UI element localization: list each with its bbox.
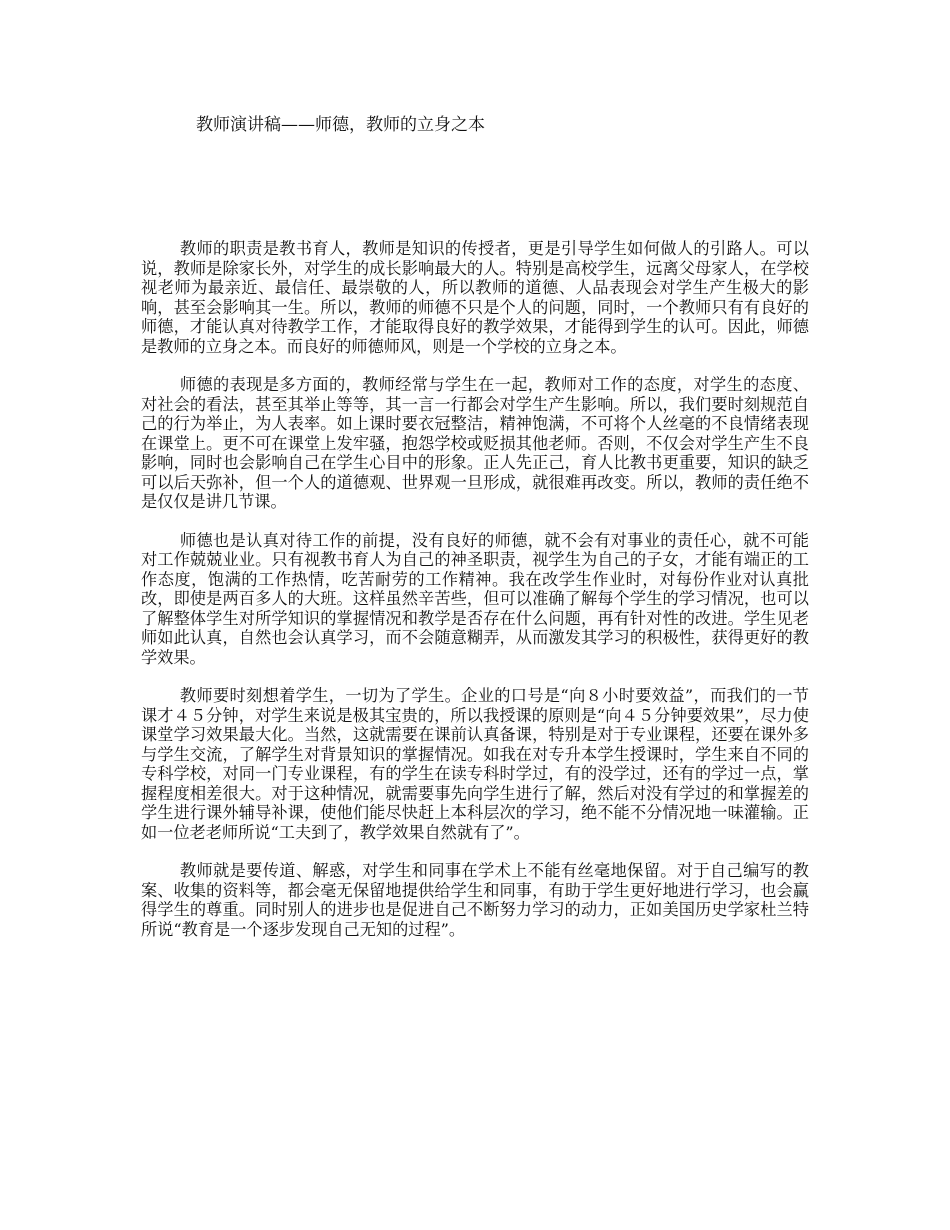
paragraph: 教师就是要传道、解惑，对学生和同事在学术上不能有丝毫地保留。对于自己编写的教案、收集的资料等，都会毫无保留地提供给学生和同事，有助于学生更好地进行学习，也会赢得学生的尊重。同时别人的进步也是促进自己不断努力学习的动力，正如美国历史学家杜兰特所说“教育是一个逐步发现自己无知的过程”。: [141, 861, 809, 939]
paragraph: 教师的职责是教书育人，教师是知识的传授者，更是引导学生如何做人的引路人。可以说，教师是除家长外，对学生的成长影响最大的人。特别是高校学生，远离父母家人，在学校视老师为最亲近、最信任、最崇敬的人，所以教师的道德、人品表现会对学生产生极大的影响，甚至会影响其一生。所以，教师的师德不只是个人的问题，同时，一个教师只有有良好的师德，才能认真对待教学工作，才能取得良好的教学效果，才能得到学生的认可。因此，师德是教师的立身之本。而良好的师德师风，则是一个学校的立身之本。: [141, 239, 809, 356]
document-body: [141, 239, 809, 958]
paragraph: 教师要时刻想着学生，一切为了学生。企业的口号是“向８小时要效益”，而我们的一节课才４５分钟，对学生来说是极其宝贵的，所以我授课的原则是“向４５分钟要效果”，尽力使课堂学习效果最大化。当然，这就需要在课前认真备课，特别是对于专业课程，还要在课外多与学生交流，了解学生对背景知识的掌握情况。如我在对专升本学生授课时，学生来自不同的专科学校，对同一门专业课程，有的学生在读专科时学过，有的没学过，还有的学过一点，掌握程度相差很大。对于这种情况，就需要事先向学生进行了解，然后对没有学过的和掌握差的学生进行课外辅导补课，使他们能尽快赶上本科层次的学习，绝不能不分情况地一味灌输。正如一位老老师所说“工夫到了，教学效果自然就有了”。: [141, 686, 809, 842]
paragraph: 师德也是认真对待工作的前提，没有良好的师德，就不会有对事业的责任心，就不可能对工作兢兢业业。只有视教书育人为自己的神圣职责，视学生为自己的子女，才能有端正的工作态度，饱满的工作热情，吃苦耐劳的工作精神。我在改学生作业时，对每份作业对认真批改，即使是两百多人的大班。这样虽然辛苦些，但可以准确了解每个学生的学习情况，也可以了解整体学生对所学知识的掌握情况和教学是否存在什么问题，再有针对性的改进。学生见老师如此认真，自然也会认真学习，而不会随意糊弄，从而激发其学习的积极性，获得更好的教学效果。: [141, 530, 809, 667]
paragraph: 师德的表现是多方面的，教师经常与学生在一起，教师对工作的态度，对学生的态度、对社会的看法，甚至其举止等等，其一言一行都会对学生产生影响。所以，我们要时刻规范自己的行为举止，为人表率。如上课时要衣冠整洁，精神饱满，不可将个人丝毫的不良情绪表现在课堂上。更不可在课堂上发牢骚，抱怨学校或贬损其他老师。否则，不仅会对学生产生不良影响，同时也会影响自己在学生心目中的形象。正人先正己，育人比教书更重要，知识的缺乏可以后天弥补，但一个人的道德观、世界观一旦形成，就很难再改变。所以，教师的责任绝不是仅仅是讲几节课。: [141, 375, 809, 511]
document-title: 教师演讲稿——师德，教师的立身之本: [196, 115, 485, 135]
